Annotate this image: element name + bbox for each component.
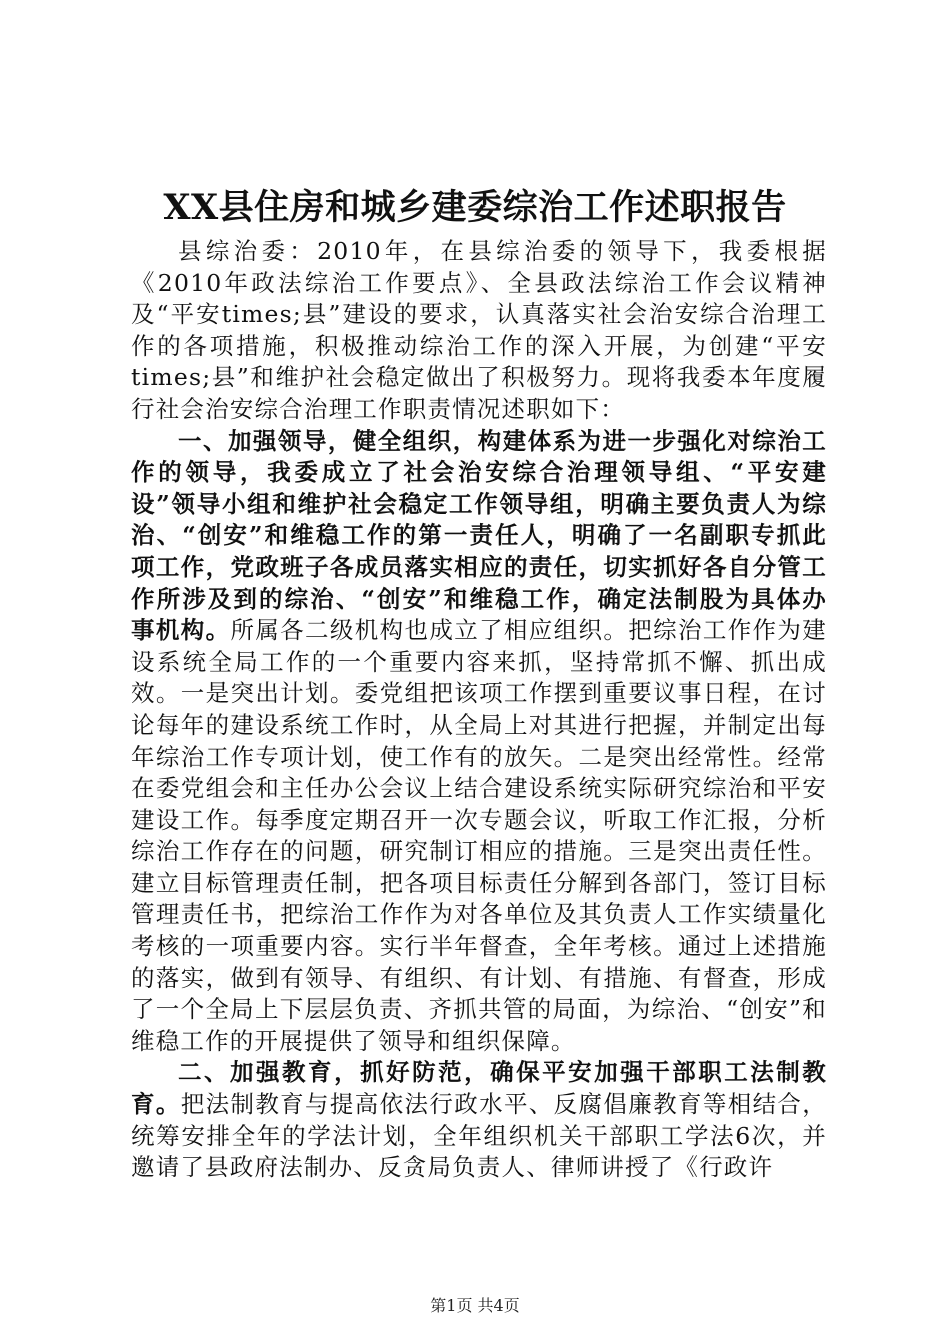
paragraph-text: 把法制教育与提高依法行政水平、反腐倡廉教育等相结合，统筹安排全年的学法计划，全年组织机关干部职工学法6次，并邀请了县政府法制办、反贪局负责人、律师讲授了《行政许 — [131, 1090, 827, 1182]
document-title: XX县住房和城乡建委综治工作述职报告 — [163, 187, 787, 228]
paragraph-text: 所属各二级机构也成立了相应组织。把综治工作作为建设系统全局工作的一个重要内容来抓，坚持常抓不懈、抓出成效。一是突出计划。委党组把该项工作摆到重要议事日程，在讨论每年的建设系统工作时，从全局上对其进行把握，并制定出每年综治工作专项计划，使工作有的放矢。二是突出经常性。经常在委党组会和主任办公会议上结合建设系统实际研究综治和平安建设工作。每季度定期召开一次专题会议，听取工作汇报，分析综治工作存在的问题，研究制订相应的措施。三是突出责任性。建立目标管理责任制，把各项目标责任分解到各部门，签订目标管理责任书，把综治工作作为对各单位及其负责人工作实绩量化考核的一项重要内容。实行半年督查，全年考核。通过上述措施的落实，做到有领导、有组织、有计划、有措施、有督查，形成了一个全局上下层层负责、齐抓共管的局面，为综治、“创安”和维稳工作的开展提供了领导和组织保障。 — [131, 616, 827, 1055]
paragraph-section-2 — [131, 1057, 827, 1183]
page-number-footer: 第1页 共4页 — [430, 1296, 520, 1315]
paragraph-section-1 — [131, 426, 827, 1058]
paragraph-intro — [131, 236, 827, 426]
paragraph-text: 县综治委：2010年，在县综治委的领导下，我委根据《2010年政法综治工作要点》、全县政法综治工作会议精神及“平安times;县”建设的要求，认真落实社会治安综合治理工作的各项措施，积极推动综治工作的深入开展，为创建“平安times;县”和维护社会稳定做出了积极努力。现将我委本年度履行社会治安综合治理工作职责情况述职如下： — [131, 237, 827, 423]
section-heading: 二、加强教育，抓好防范，确保平安加强干部职工法制教育。 — [131, 1058, 827, 1119]
document-body — [131, 236, 827, 1184]
section-heading: 一、加强领导，健全组织，构建体系为进一步强化对综治工作的领导，我委成立了社会治安综合治理领导组、“平安建设”领导小组和维护社会稳定工作领导组，明确主要负责人为综治、“创安”和维稳工作的第一责任人，明确了一名副职专抓此项工作，党政班子各成员落实相应的责任，切实抓好各自分管工作所涉及到的综治、“创安”和维稳工作，确定法制股为具体办事机构。 — [131, 426, 827, 645]
